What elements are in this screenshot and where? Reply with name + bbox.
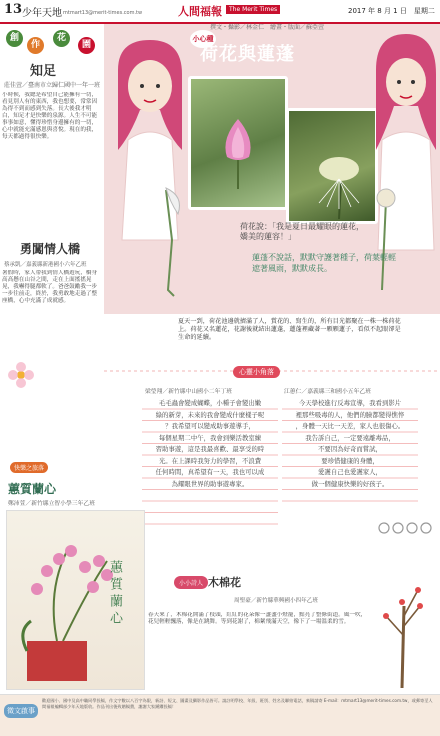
feature-quote-lotus: 荷花說：「我是夏日最耀眼的蓮花，嬌美的蓮容！」	[240, 222, 364, 241]
art-title: 蕙質蘭心	[8, 482, 57, 496]
newspaper-logo-english: The Merit Times	[226, 5, 280, 14]
article-body-zhizu: 小時候，我總是希望自己能擁有一切，看見別人有的東西，我也想要，常常因為得不到而感到失落。長大後我才明白，知足才是快樂的泉源。人生不可能事事如意，懂得珍惜身邊擁有的一切，心中就能充滿感恩與喜悅。現在的我，每天都過得很快樂。	[2, 92, 98, 140]
article-body-bridge: 暑假時，家人帶我到情人橋遊玩，橋身高高懸在山谷之間，走在上面搖搖晃晃，我嚇得腿都軟了。爸爸鼓勵我一步一步往前走，終於，我勇敢地走過了整座橋，心中充滿了成就感。	[2, 270, 98, 304]
heart-article-1	[142, 398, 278, 528]
feature-quote-seedpod: 蓮蓬不說話，默默守護著種子，荷葉輕輕遮著風雨，默默成長。	[252, 253, 396, 273]
heart-line: 任何時間，真希望有一天，我也可以成	[155, 468, 265, 476]
article-title-zhizu: 知足	[30, 64, 57, 79]
heart-section-label: 心靈小角落	[233, 366, 280, 378]
heart-line: ，身體一天比一天差，家人也很傷心。	[295, 422, 405, 430]
art-caption: 蕙質蘭心	[107, 560, 122, 628]
heart-line: 光。在上課時我努力的學習，不浪費	[158, 456, 262, 465]
kapok-tree-illustration	[372, 576, 434, 688]
heart-article-2	[282, 398, 418, 510]
page-section-name: 少年天地	[22, 8, 62, 19]
art-author: 鄭沛萱／新竹縣立智小學三年乙班	[8, 501, 95, 507]
heart-line: 愛護自己也愛護家人，	[318, 468, 382, 476]
poem-body: 春天來了，木棉花開滿了枝頭，紅紅的花朵像一盞盞小燈籠，點亮了整條街道。風一吹，花兒輕輕飄落，像是在跳舞。等到花謝了，棉絮飛滿天空，像下了一場溫柔的雪。	[148, 612, 367, 625]
section-badge-1: 創	[6, 30, 23, 47]
section-email: mtmart13@merit-times.com.tw	[63, 10, 143, 16]
feature-title: 荷花與蓮蓬	[200, 44, 295, 65]
art-section-label: 快樂之旅落	[10, 462, 48, 473]
heart-line: 不要因為好奇而嘗試，	[318, 445, 382, 453]
section-badge-3: 花	[53, 30, 70, 47]
article-title-bridge: 勇闖情人橋	[20, 242, 81, 256]
heart-author-2: 江蕙仁／嘉義縣三和國小五年乙班	[284, 389, 371, 395]
poem-section-label: 小小詩人	[174, 576, 208, 589]
issue-date: 2017 年 8 月 1 日 星期二	[348, 7, 435, 15]
newspaper-logo: 人間福報	[178, 5, 222, 18]
heart-line: 我告訴自己，一定要遠離毒品，	[305, 433, 395, 442]
feature-byline: 撰文・攝影／林金仁 繪畫・版面／蘇亞萱	[210, 24, 325, 31]
lotus-seedpod-photo	[286, 108, 378, 224]
flower-decoration-icon	[6, 360, 36, 390]
heart-line: 習助事遊，這是我最喜歡、最享受的時	[155, 445, 265, 453]
heart-line: 要珍惜健康的身體，	[321, 456, 379, 465]
article-author-bridge: 蔡承凱／嘉義縣新港國小六年乙班	[4, 262, 87, 268]
heart-line: 今天學校進行反毒宣導，我看到影片	[298, 399, 402, 407]
section-badge-2: 作	[27, 37, 44, 54]
footer-submission-notice: 歡迎國小、國中及高中職同學投稿，作文字數以八百字為限，新詩、短文、圖畫及攝影作品皆可。請註明學校、年級、班別、姓名及聯絡電話，來稿請寄 E-mail：mtmart13@merit-times.com.tw，或郵寄至人間福報編輯部少年天地版收。作品刊出後致贈稿費，謝謝大家踴躍投稿！	[42, 698, 433, 709]
heart-line: 綠的新芽，未來的我會變成什麼樣子呢	[155, 410, 265, 419]
heart-line: ？我希望可以變成助事遊導手，	[165, 422, 255, 430]
heart-line: 每個星期二中午，我會到樂活教室練	[158, 433, 262, 442]
poem-title: 木棉花	[208, 576, 241, 589]
feature-intro-text: 夏天一到，荷花池邊就擠滿了人，賞花的、寫生的，所有目光都聚在一株一株荷花上。荷花又名蓮花，花謝後就結出蓮蓬，蓮蓬裡藏著一顆顆蓮子，看似不起眼卻是生命的延續。	[178, 318, 401, 341]
orchid-painting	[6, 510, 145, 690]
article-author-zhizu: 莊佳萱／臺南市立歸仁國中一年一班	[4, 82, 101, 89]
lotus-flower-photo	[188, 76, 288, 210]
poem-author: 周聖豪／新竹縣華興國小四年乙班	[234, 598, 318, 604]
heart-line: 做一個健康快樂的好孩子。	[311, 479, 389, 488]
footer-label: 徵文啟事	[4, 704, 38, 718]
page-number: 13	[4, 2, 23, 17]
feature-badge: 小心種	[190, 30, 216, 48]
heart-author-1: 梁瑩翔／新竹縣中山國小二年丁班	[145, 389, 232, 395]
heart-line: 為耀眼世界的助事遊專家。	[171, 479, 249, 488]
section-badge-4: 園	[78, 37, 95, 54]
girl-illustration-left	[108, 40, 192, 310]
heart-line: 裡那些吸毒的人，他們的臉都變得憔悴	[295, 410, 405, 419]
spiral-notebook-icon	[376, 510, 436, 546]
heart-line: 毛毛蟲會變成蝴蝶，小種子會變出嫩	[158, 399, 262, 407]
